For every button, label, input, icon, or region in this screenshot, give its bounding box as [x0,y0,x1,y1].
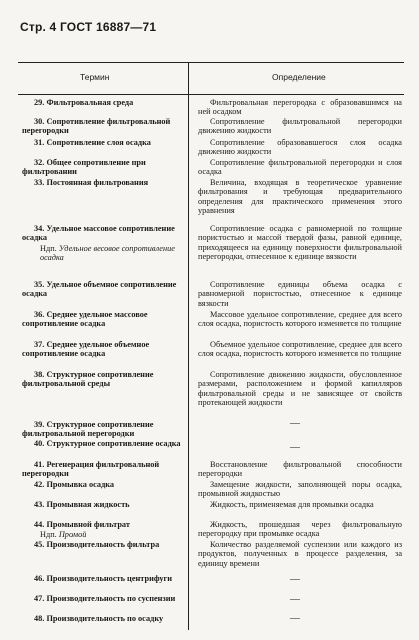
column-header-definition: Определение [272,72,326,82]
term-44: 44. Промывной фильтрат [34,520,130,529]
def-40-dash: — [290,442,300,453]
def-45: Количество разделяемой суспензии или каждого из продуктов, полученных в процессе разделения, за единицу времени [198,540,402,568]
def-30: Сопротивление фильтровальной перегородки движению жидкости [198,117,402,136]
deprecated-prefix: Ндп. [40,244,57,253]
def-46-dash: — [290,574,300,585]
def-43: Жидкость, применяемая для промывки осадка [210,500,374,509]
def-48-dash: — [290,613,300,624]
term-32: 32. Общее сопротивление при фильтровании [22,158,146,177]
def-37: Объемное удельное сопротивление, среднее для всего слоя осадка, пористость которого изменяется по толщине [198,340,402,359]
def-31: Сопротивление образовавшегося слоя осадка движению жидкости [198,138,402,157]
page-header: Стр. 4 ГОСТ 16887—71 [20,20,157,34]
terms-table [18,62,404,630]
term-31: 31. Сопротивление слоя осадка [34,138,151,147]
term-34: 34. Удельное массовое сопротивление осадка [22,224,175,243]
table-header-rule [18,94,404,95]
term-29: 29. Фильтровальная среда [34,98,134,107]
term-46: 46. Производительность центрифуги [34,574,173,583]
term-42: 42. Промывка осадка [34,480,115,489]
term-43: 43. Промывная жидкость [34,500,130,509]
term-45: 45. Производительность фильтра [34,540,160,549]
def-47-dash: — [290,594,300,605]
deprecated-term: Промой [58,530,87,539]
def-41: Восстановление фильтровальной способности перегородки [198,460,402,479]
term-39: 39. Структурное сопротивление фильтровальной перегородки [22,420,154,439]
term-41: 41. Регенерация фильтровальной перегородки [22,460,160,479]
term-38: 38. Структурное сопротивление фильтровальной среды [22,370,154,389]
term-40: 40. Структурное сопротивление осадка [34,439,181,448]
deprecated-term: Удельное весовое сопротивление осадка [40,244,175,263]
term-30: 30. Сопротивление фильтровальной перегородки [22,117,171,136]
def-29: Фильтровальная перегородка с образовавшимся на ней осадком [198,98,402,117]
def-44: Жидкость, прошедшая через фильтровальную перегородку при промывке осадка [198,520,402,539]
term-36: 36. Среднее удельное массовое сопротивление осадка [22,310,148,329]
def-34: Сопротивление осадка с равномерной по толщине пористостью и массой твердой фазы, равной единице, приходящееся на единицу поверхности фильтровальной перегородки, отнесенное к единице вязкости [198,224,402,261]
deprecated-prefix: Ндп. [40,530,57,539]
term-48: 48. Производительность по осадку [34,614,164,623]
def-33: Величина, входящая в теоретическое уравнение фильтрования и требующая предварительного определения для практического применения этого уравнения [198,178,402,215]
def-36: Массовое удельное сопротивление, среднее для всего слоя осадка, пористость которого изменяется по толщине [198,310,402,329]
term-44-deprecated [40,530,186,539]
def-32: Сопротивление фильтровальной перегородки и слоя осадка [198,158,402,177]
def-42: Замещение жидкости, заполняющей поры осадка, промывной жидкостью [198,480,402,499]
def-35: Сопротивление единицы объема осадка с равномерной пористостью, отнесенное к единице вязкости [198,280,402,308]
def-38: Сопротивление движению жидкости, обусловленное размерами, расположением и формой капилляров фильтровальной среды и не зависящее от свойств протекающей жидкости [198,370,402,407]
term-34-deprecated [40,244,186,263]
column-divider [188,62,189,630]
table-top-rule [18,62,404,63]
term-35: 35. Удельное объемное сопротивление осадка [22,280,177,299]
term-33: 33. Постоянная фильтрования [34,178,149,187]
def-39-dash: — [290,418,300,429]
term-47: 47. Производительность по суспензии [34,594,176,603]
column-header-term: Термин [80,72,110,82]
term-37: 37. Среднее удельное объемное сопротивление осадка [22,340,150,359]
